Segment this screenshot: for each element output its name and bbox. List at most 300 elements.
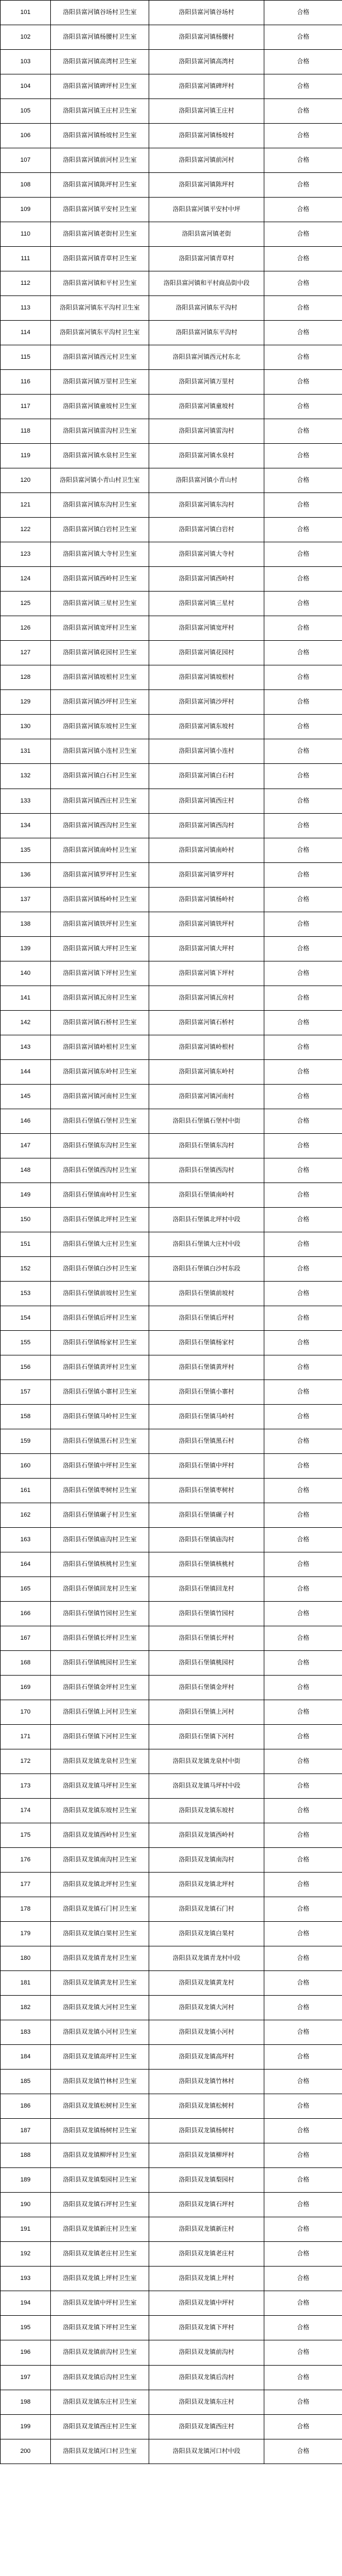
inspection-result: 合格 bbox=[264, 1010, 342, 1035]
row-number: 116 bbox=[1, 370, 51, 395]
inspection-result: 合格 bbox=[264, 1676, 342, 1700]
clinic-address: 洛阳县石堡镇北坪村中段 bbox=[149, 1207, 264, 1232]
clinic-address: 洛阳县富河镇西岭村 bbox=[149, 567, 264, 592]
clinic-address: 洛阳县双龙镇南沟村 bbox=[149, 1848, 264, 1873]
inspection-result: 合格 bbox=[264, 838, 342, 862]
row-number: 159 bbox=[1, 1429, 51, 1453]
row-number: 157 bbox=[1, 1380, 51, 1404]
clinic-name: 洛阳县双龙镇西岭村卫生室 bbox=[51, 1823, 149, 1848]
row-number: 150 bbox=[1, 1207, 51, 1232]
clinic-name: 洛阳县石堡镇前坡村卫生室 bbox=[51, 1281, 149, 1306]
inspection-result: 合格 bbox=[264, 567, 342, 592]
inspection-result: 合格 bbox=[264, 789, 342, 813]
inspection-result: 合格 bbox=[264, 1527, 342, 1552]
row-number: 154 bbox=[1, 1306, 51, 1330]
table-row bbox=[1, 173, 342, 198]
inspection-result: 合格 bbox=[264, 2291, 342, 2316]
clinic-address: 洛阳县富河镇大寺村 bbox=[149, 542, 264, 567]
clinic-address: 洛阳县富河镇碑坪村 bbox=[149, 74, 264, 99]
table-row bbox=[1, 1971, 342, 1996]
row-number: 108 bbox=[1, 173, 51, 198]
clinic-name: 洛阳县富河镇东平沟村卫生室 bbox=[51, 296, 149, 321]
clinic-name: 洛阳县富河镇下坪村卫生室 bbox=[51, 961, 149, 986]
table-row bbox=[1, 1404, 342, 1429]
clinic-address: 洛阳县富河镇谷场村 bbox=[149, 1, 264, 25]
table-row bbox=[1, 1749, 342, 1774]
table-row bbox=[1, 2070, 342, 2094]
inspection-result: 合格 bbox=[264, 1158, 342, 1183]
inspection-result: 合格 bbox=[264, 1897, 342, 1922]
table-row bbox=[1, 936, 342, 961]
table-row bbox=[1, 1996, 342, 2020]
row-number: 105 bbox=[1, 99, 51, 124]
table-row bbox=[1, 2020, 342, 2045]
row-number: 160 bbox=[1, 1453, 51, 1478]
inspection-result: 合格 bbox=[264, 99, 342, 124]
row-number: 197 bbox=[1, 2365, 51, 2390]
inspection-result: 合格 bbox=[264, 1848, 342, 1873]
row-number: 124 bbox=[1, 567, 51, 592]
inspection-result: 合格 bbox=[264, 542, 342, 567]
table-row bbox=[1, 1651, 342, 1676]
row-number: 161 bbox=[1, 1478, 51, 1503]
inspection-result: 合格 bbox=[264, 1084, 342, 1109]
table-row bbox=[1, 1552, 342, 1576]
clinic-address: 洛阳县双龙镇河口村中段 bbox=[149, 2439, 264, 2464]
inspection-result: 合格 bbox=[264, 1922, 342, 1946]
row-number: 130 bbox=[1, 715, 51, 739]
row-number: 170 bbox=[1, 1700, 51, 1725]
table-row bbox=[1, 764, 342, 789]
clinic-address: 洛阳县石堡镇石堡村中街 bbox=[149, 1109, 264, 1133]
clinic-name: 洛阳县石堡镇小寨村卫生室 bbox=[51, 1380, 149, 1404]
table-row bbox=[1, 2291, 342, 2316]
clinic-name: 洛阳县双龙镇柳坪村卫生室 bbox=[51, 2143, 149, 2168]
row-number: 129 bbox=[1, 690, 51, 715]
row-number: 143 bbox=[1, 1035, 51, 1059]
row-number: 192 bbox=[1, 2242, 51, 2267]
row-number: 179 bbox=[1, 1922, 51, 1946]
row-number: 164 bbox=[1, 1552, 51, 1576]
row-number: 156 bbox=[1, 1355, 51, 1380]
clinic-name: 洛阳县石堡镇东沟村卫生室 bbox=[51, 1133, 149, 1158]
inspection-result: 合格 bbox=[264, 2390, 342, 2414]
inspection-result: 合格 bbox=[264, 1256, 342, 1281]
clinic-name: 洛阳县石堡镇北坪村卫生室 bbox=[51, 1207, 149, 1232]
inspection-result: 合格 bbox=[264, 198, 342, 222]
clinic-address: 洛阳县富河镇小连村 bbox=[149, 739, 264, 764]
row-number: 191 bbox=[1, 2217, 51, 2242]
row-number: 186 bbox=[1, 2094, 51, 2119]
clinic-name: 洛阳县富河镇坡根村卫生室 bbox=[51, 665, 149, 690]
clinic-address: 洛阳县双龙镇北坪村 bbox=[149, 1873, 264, 1897]
clinic-name: 洛阳县富河镇宽坪村卫生室 bbox=[51, 616, 149, 641]
row-number: 188 bbox=[1, 2143, 51, 2168]
clinic-address: 洛阳县石堡镇庙沟村 bbox=[149, 1527, 264, 1552]
inspection-result: 合格 bbox=[264, 813, 342, 838]
row-number: 118 bbox=[1, 419, 51, 444]
row-number: 133 bbox=[1, 789, 51, 813]
clinic-address: 洛阳县石堡镇上河村 bbox=[149, 1700, 264, 1725]
clinic-name: 洛阳县石堡镇黄坪村卫生室 bbox=[51, 1355, 149, 1380]
row-number: 102 bbox=[1, 25, 51, 50]
inspection-result: 合格 bbox=[264, 936, 342, 961]
clinic-address: 洛阳县双龙镇高坪村 bbox=[149, 2045, 264, 2070]
clinic-name: 洛阳县富河镇东坡村卫生室 bbox=[51, 715, 149, 739]
table-row bbox=[1, 2217, 342, 2242]
clinic-name: 洛阳县富河镇东岭村卫生室 bbox=[51, 1059, 149, 1084]
table-row bbox=[1, 542, 342, 567]
inspection-result: 合格 bbox=[264, 124, 342, 148]
row-number: 182 bbox=[1, 1996, 51, 2020]
clinic-name: 洛阳县双龙镇新庄村卫生室 bbox=[51, 2217, 149, 2242]
table-row bbox=[1, 690, 342, 715]
table-row bbox=[1, 1183, 342, 1207]
table-row bbox=[1, 2168, 342, 2193]
clinic-address: 洛阳县富河镇白石村 bbox=[149, 764, 264, 789]
clinic-name: 洛阳县富河镇东平沟村卫生室 bbox=[51, 321, 149, 345]
clinic-name: 洛阳县富河镇陈坪村卫生室 bbox=[51, 173, 149, 198]
table-row bbox=[1, 1281, 342, 1306]
clinic-name: 洛阳县双龙镇小河村卫生室 bbox=[51, 2020, 149, 2045]
row-number: 195 bbox=[1, 2316, 51, 2340]
row-number: 128 bbox=[1, 665, 51, 690]
clinic-name: 洛阳县双龙镇黄龙村卫生室 bbox=[51, 1971, 149, 1996]
row-number: 181 bbox=[1, 1971, 51, 1996]
row-number: 175 bbox=[1, 1823, 51, 1848]
table-row bbox=[1, 1577, 342, 1602]
clinic-address: 洛阳县双龙镇松树村 bbox=[149, 2094, 264, 2119]
row-number: 119 bbox=[1, 444, 51, 468]
clinic-name: 洛阳县石堡镇金坪村卫生室 bbox=[51, 1676, 149, 1700]
table-row bbox=[1, 838, 342, 862]
table-row bbox=[1, 567, 342, 592]
clinic-address: 洛阳县石堡镇大庄村中段 bbox=[149, 1232, 264, 1256]
row-number: 189 bbox=[1, 2168, 51, 2193]
table-row bbox=[1, 1823, 342, 1848]
table-row bbox=[1, 493, 342, 518]
row-number: 171 bbox=[1, 1725, 51, 1749]
clinic-address: 洛阳县富河镇坡根村 bbox=[149, 665, 264, 690]
clinic-name: 洛阳县富河镇瓦房村卫生室 bbox=[51, 986, 149, 1010]
inspection-result: 合格 bbox=[264, 444, 342, 468]
clinic-name: 洛阳县富河镇碑坪村卫生室 bbox=[51, 74, 149, 99]
row-number: 196 bbox=[1, 2340, 51, 2365]
inspection-result: 合格 bbox=[264, 2365, 342, 2390]
clinic-address: 洛阳县双龙镇梨园村 bbox=[149, 2168, 264, 2193]
clinic-address: 洛阳县富河镇陈坪村 bbox=[149, 173, 264, 198]
clinic-address: 洛阳县双龙镇下坪村 bbox=[149, 2316, 264, 2340]
row-number: 132 bbox=[1, 764, 51, 789]
inspection-result: 合格 bbox=[264, 1232, 342, 1256]
clinic-address: 洛阳县石堡镇东沟村 bbox=[149, 1133, 264, 1158]
clinic-address: 洛阳县双龙镇中坪村 bbox=[149, 2291, 264, 2316]
table-row bbox=[1, 1676, 342, 1700]
clinic-name: 洛阳县双龙镇北坪村卫生室 bbox=[51, 1873, 149, 1897]
clinic-address: 洛阳县石堡镇核桃村 bbox=[149, 1552, 264, 1576]
inspection-result: 合格 bbox=[264, 641, 342, 665]
inspection-result: 合格 bbox=[264, 2143, 342, 2168]
row-number: 140 bbox=[1, 961, 51, 986]
row-number: 166 bbox=[1, 1602, 51, 1626]
row-number: 106 bbox=[1, 124, 51, 148]
clinic-address: 洛阳县石堡镇金坪村 bbox=[149, 1676, 264, 1700]
clinic-address: 洛阳县双龙镇马坪村中段 bbox=[149, 1774, 264, 1799]
inspection-result: 合格 bbox=[264, 592, 342, 616]
inspection-result: 合格 bbox=[264, 2242, 342, 2267]
clinic-name: 洛阳县富河镇白石村卫生室 bbox=[51, 764, 149, 789]
row-number: 122 bbox=[1, 518, 51, 542]
clinic-address: 洛阳县石堡镇黑石村 bbox=[149, 1429, 264, 1453]
inspection-result: 合格 bbox=[264, 1971, 342, 1996]
inspection-result: 合格 bbox=[264, 2119, 342, 2143]
inspection-result: 合格 bbox=[264, 1823, 342, 1848]
clinic-address: 洛阳县双龙镇杨树村 bbox=[149, 2119, 264, 2143]
clinic-address: 洛阳县富河镇瓦房村 bbox=[149, 986, 264, 1010]
table-row bbox=[1, 1059, 342, 1084]
row-number: 113 bbox=[1, 296, 51, 321]
clinic-name: 洛阳县双龙镇前沟村卫生室 bbox=[51, 2340, 149, 2365]
row-number: 112 bbox=[1, 271, 51, 296]
row-number: 123 bbox=[1, 542, 51, 567]
clinic-address: 洛阳县双龙镇龙泉村中街 bbox=[149, 1749, 264, 1774]
clinic-address: 洛阳县富河镇大坪村 bbox=[149, 936, 264, 961]
inspection-result: 合格 bbox=[264, 1035, 342, 1059]
table-row bbox=[1, 1873, 342, 1897]
table-row bbox=[1, 1527, 342, 1552]
clinic-name: 洛阳县双龙镇石坪村卫生室 bbox=[51, 2193, 149, 2217]
clinic-address: 洛阳县石堡镇枣树村 bbox=[149, 1478, 264, 1503]
row-number: 127 bbox=[1, 641, 51, 665]
inspection-result: 合格 bbox=[264, 2045, 342, 2070]
table-row bbox=[1, 2143, 342, 2168]
row-number: 185 bbox=[1, 2070, 51, 2094]
clinic-address: 洛阳县石堡镇竹园村 bbox=[149, 1602, 264, 1626]
clinic-name: 洛阳县富河镇青草村卫生室 bbox=[51, 247, 149, 271]
clinic-address: 洛阳县富河镇雷沟村 bbox=[149, 419, 264, 444]
clinic-address: 洛阳县富河镇高湾村 bbox=[149, 50, 264, 74]
clinic-address: 洛阳县双龙镇老庄村 bbox=[149, 2242, 264, 2267]
inspection-result: 合格 bbox=[264, 1996, 342, 2020]
inspection-result: 合格 bbox=[264, 764, 342, 789]
table-row bbox=[1, 198, 342, 222]
row-number: 135 bbox=[1, 838, 51, 862]
row-number: 198 bbox=[1, 2390, 51, 2414]
row-number: 107 bbox=[1, 148, 51, 173]
clinic-address: 洛阳县富河镇前河村 bbox=[149, 148, 264, 173]
clinic-address: 洛阳县双龙镇黄龙村 bbox=[149, 1971, 264, 1996]
inspection-result: 合格 bbox=[264, 986, 342, 1010]
clinic-name: 洛阳县富河镇小青山村卫生室 bbox=[51, 468, 149, 493]
inspection-result: 合格 bbox=[264, 1281, 342, 1306]
inspection-result: 合格 bbox=[264, 1355, 342, 1380]
inspection-result: 合格 bbox=[264, 50, 342, 74]
clinic-address: 洛阳县双龙镇石坪村 bbox=[149, 2193, 264, 2217]
table-row bbox=[1, 1207, 342, 1232]
inspection-result: 合格 bbox=[264, 2094, 342, 2119]
table-row bbox=[1, 1799, 342, 1823]
table-row bbox=[1, 1380, 342, 1404]
clinic-name: 洛阳县双龙镇南沟村卫生室 bbox=[51, 1848, 149, 1873]
clinic-name: 洛阳县双龙镇中坪村卫生室 bbox=[51, 2291, 149, 2316]
table-body bbox=[1, 1, 342, 2464]
clinic-address: 洛阳县石堡镇下河村 bbox=[149, 1725, 264, 1749]
inspection-result: 合格 bbox=[264, 1330, 342, 1355]
table-row bbox=[1, 789, 342, 813]
inspection-result: 合格 bbox=[264, 247, 342, 271]
inspection-result: 合格 bbox=[264, 222, 342, 247]
table-row bbox=[1, 2193, 342, 2217]
clinic-name: 洛阳县富河镇三星村卫生室 bbox=[51, 592, 149, 616]
clinic-name: 洛阳县石堡镇黑石村卫生室 bbox=[51, 1429, 149, 1453]
table-row bbox=[1, 1035, 342, 1059]
row-number: 120 bbox=[1, 468, 51, 493]
row-number: 183 bbox=[1, 2020, 51, 2045]
clinic-address: 洛阳县富河镇下坪村 bbox=[149, 961, 264, 986]
row-number: 172 bbox=[1, 1749, 51, 1774]
table-row bbox=[1, 592, 342, 616]
row-number: 176 bbox=[1, 1848, 51, 1873]
inspection-result: 合格 bbox=[264, 25, 342, 50]
table-row bbox=[1, 518, 342, 542]
table-row bbox=[1, 887, 342, 912]
clinic-address: 洛阳县双龙镇东庄村 bbox=[149, 2390, 264, 2414]
row-number: 146 bbox=[1, 1109, 51, 1133]
clinic-name: 洛阳县双龙镇河口村卫生室 bbox=[51, 2439, 149, 2464]
table-row bbox=[1, 2365, 342, 2390]
row-number: 125 bbox=[1, 592, 51, 616]
clinic-name: 洛阳县富河镇万里村卫生室 bbox=[51, 370, 149, 395]
table-row bbox=[1, 1725, 342, 1749]
clinic-name: 洛阳县富河镇铁坪村卫生室 bbox=[51, 912, 149, 936]
table-row bbox=[1, 370, 342, 395]
table-row bbox=[1, 124, 342, 148]
inspection-result: 合格 bbox=[264, 1725, 342, 1749]
row-number: 178 bbox=[1, 1897, 51, 1922]
inspection-result: 合格 bbox=[264, 74, 342, 99]
clinic-name: 洛阳县石堡镇马岭村卫生室 bbox=[51, 1404, 149, 1429]
row-number: 194 bbox=[1, 2291, 51, 2316]
inspection-result: 合格 bbox=[264, 1552, 342, 1576]
clinic-address: 洛阳县富河镇宽坪村 bbox=[149, 616, 264, 641]
table-row bbox=[1, 813, 342, 838]
clinic-name: 洛阳县富河镇罗坪村卫生室 bbox=[51, 862, 149, 887]
inspection-result: 合格 bbox=[264, 2168, 342, 2193]
clinic-address: 洛阳县双龙镇上坪村 bbox=[149, 2267, 264, 2291]
clinic-name: 洛阳县富河镇高湾村卫生室 bbox=[51, 50, 149, 74]
inspection-result: 合格 bbox=[264, 395, 342, 419]
row-number: 190 bbox=[1, 2193, 51, 2217]
table-row bbox=[1, 2439, 342, 2464]
inspection-result: 合格 bbox=[264, 1059, 342, 1084]
clinic-name: 洛阳县富河镇杨坡村卫生室 bbox=[51, 124, 149, 148]
table-row bbox=[1, 99, 342, 124]
table-row bbox=[1, 74, 342, 99]
table-row bbox=[1, 739, 342, 764]
row-number: 187 bbox=[1, 2119, 51, 2143]
clinic-address: 洛阳县富河镇东平沟村 bbox=[149, 296, 264, 321]
row-number: 152 bbox=[1, 1256, 51, 1281]
clinic-address: 洛阳县富河镇西庄村 bbox=[149, 789, 264, 813]
table-row bbox=[1, 1774, 342, 1799]
row-number: 193 bbox=[1, 2267, 51, 2291]
clinic-address: 洛阳县石堡镇南岭村 bbox=[149, 1183, 264, 1207]
clinic-name: 洛阳县富河镇前河村卫生室 bbox=[51, 148, 149, 173]
table-row bbox=[1, 1256, 342, 1281]
row-number: 142 bbox=[1, 1010, 51, 1035]
clinic-name: 洛阳县富河镇谷场村卫生室 bbox=[51, 1, 149, 25]
clinic-name: 洛阳县富河镇水泉村卫生室 bbox=[51, 444, 149, 468]
row-number: 104 bbox=[1, 74, 51, 99]
inspection-result: 合格 bbox=[264, 1109, 342, 1133]
clinic-name: 洛阳县富河镇东沟村卫生室 bbox=[51, 493, 149, 518]
clinic-name: 洛阳县石堡镇桃园村卫生室 bbox=[51, 1651, 149, 1676]
clinic-name: 洛阳县富河镇花园村卫生室 bbox=[51, 641, 149, 665]
row-number: 137 bbox=[1, 887, 51, 912]
row-number: 136 bbox=[1, 862, 51, 887]
inspection-result: 合格 bbox=[264, 1651, 342, 1676]
clinic-name: 洛阳县双龙镇西庄村卫生室 bbox=[51, 2414, 149, 2439]
clinic-address: 洛阳县石堡镇小寨村 bbox=[149, 1380, 264, 1404]
row-number: 174 bbox=[1, 1799, 51, 1823]
clinic-address: 洛阳县石堡镇后坪村 bbox=[149, 1306, 264, 1330]
table-row bbox=[1, 25, 342, 50]
clinic-address: 洛阳县石堡镇杨家村 bbox=[149, 1330, 264, 1355]
row-number: 139 bbox=[1, 936, 51, 961]
row-number: 144 bbox=[1, 1059, 51, 1084]
clinic-address: 洛阳县富河镇河南村 bbox=[149, 1084, 264, 1109]
clinic-address: 洛阳县石堡镇中坪村 bbox=[149, 1453, 264, 1478]
inspection-result: 合格 bbox=[264, 1133, 342, 1158]
clinic-name: 洛阳县富河镇西庄村卫生室 bbox=[51, 789, 149, 813]
table-row bbox=[1, 2267, 342, 2291]
table-row bbox=[1, 1, 342, 25]
inspection-result: 合格 bbox=[264, 961, 342, 986]
clinic-name: 洛阳县富河镇西岭村卫生室 bbox=[51, 567, 149, 592]
inspection-result: 合格 bbox=[264, 1453, 342, 1478]
clinic-address: 洛阳县富河镇老街 bbox=[149, 222, 264, 247]
clinic-address: 洛阳县双龙镇西岭村 bbox=[149, 1823, 264, 1848]
clinic-address: 洛阳县双龙镇柳坪村 bbox=[149, 2143, 264, 2168]
inspection-result: 合格 bbox=[264, 2439, 342, 2464]
row-number: 173 bbox=[1, 1774, 51, 1799]
clinic-name: 洛阳县富河镇大坪村卫生室 bbox=[51, 936, 149, 961]
table-row bbox=[1, 419, 342, 444]
table-row bbox=[1, 1158, 342, 1183]
clinic-name: 洛阳县石堡镇碾子村卫生室 bbox=[51, 1503, 149, 1527]
clinic-address: 洛阳县富河镇王庄村 bbox=[149, 99, 264, 124]
inspection-result: 合格 bbox=[264, 2414, 342, 2439]
inspection-result: 合格 bbox=[264, 321, 342, 345]
clinic-name: 洛阳县石堡镇庙沟村卫生室 bbox=[51, 1527, 149, 1552]
clinic-name: 洛阳县石堡镇核桃村卫生室 bbox=[51, 1552, 149, 1576]
table-row bbox=[1, 2242, 342, 2267]
row-number: 111 bbox=[1, 247, 51, 271]
table-row bbox=[1, 665, 342, 690]
clinic-address: 洛阳县双龙镇白果村 bbox=[149, 1922, 264, 1946]
inspection-result: 合格 bbox=[264, 1946, 342, 1971]
clinic-address: 洛阳县石堡镇西沟村 bbox=[149, 1158, 264, 1183]
clinic-address: 洛阳县石堡镇桃园村 bbox=[149, 1651, 264, 1676]
clinic-name: 洛阳县双龙镇杨树村卫生室 bbox=[51, 2119, 149, 2143]
table-row bbox=[1, 345, 342, 370]
clinic-name: 洛阳县富河镇老街村卫生室 bbox=[51, 222, 149, 247]
clinic-name: 洛阳县石堡镇大庄村卫生室 bbox=[51, 1232, 149, 1256]
clinic-name: 洛阳县双龙镇梨园村卫生室 bbox=[51, 2168, 149, 2193]
row-number: 162 bbox=[1, 1503, 51, 1527]
row-number: 115 bbox=[1, 345, 51, 370]
clinic-address: 洛阳县富河镇水泉村 bbox=[149, 444, 264, 468]
